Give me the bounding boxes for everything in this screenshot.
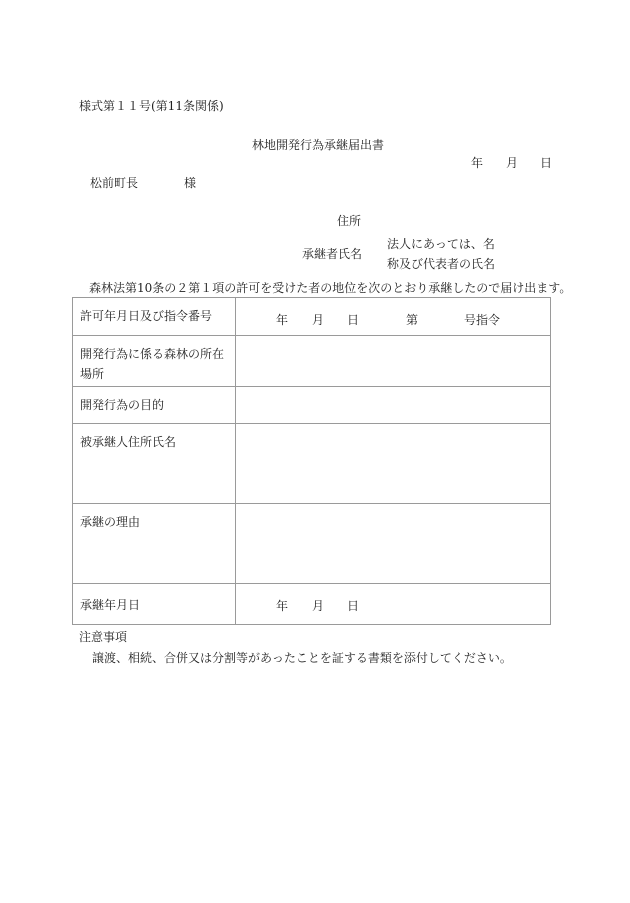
succession-year: 年 — [276, 599, 289, 613]
table-row — [73, 336, 551, 387]
form-number: 様式第１１号(第11条関係) — [79, 99, 224, 113]
succession-date-label: 承継年月日 — [73, 584, 236, 625]
date-day: 日 — [540, 156, 553, 170]
permit-date-value[interactable] — [236, 298, 551, 336]
succession-reason-value[interactable] — [236, 504, 551, 584]
date-month: 月 — [506, 156, 519, 170]
corporation-note-line1: 法人にあっては、名 — [387, 237, 495, 251]
forest-location-label — [73, 336, 236, 387]
permit-day: 日 — [347, 313, 360, 327]
permit-date-label: 許可年月日及び指令番号 — [73, 298, 236, 336]
date-year: 年 — [471, 156, 484, 170]
notes-heading: 注意事項 — [79, 630, 128, 644]
permit-no-prefix: 第 — [406, 313, 419, 327]
successor-name-label: 承継者氏名 — [302, 247, 363, 261]
forest-location-value[interactable] — [236, 336, 551, 387]
table-row — [73, 584, 551, 625]
predecessor-address-name-value[interactable] — [236, 424, 551, 504]
permit-month: 月 — [312, 313, 325, 327]
succession-date-value[interactable] — [236, 584, 551, 625]
forest-location-label-line1: 開発行為に係る森林の所在 — [80, 347, 225, 361]
table-row — [73, 387, 551, 424]
table-row — [73, 424, 551, 504]
table-row — [73, 298, 551, 336]
document-title: 林地開発行為承継届出書 — [252, 138, 385, 152]
permit-year: 年 — [276, 313, 289, 327]
development-purpose-value[interactable] — [236, 387, 551, 424]
addressee-honorific: 様 — [184, 176, 197, 190]
development-purpose-label: 開発行為の目的 — [73, 387, 236, 424]
predecessor-address-name-label: 被承継人住所氏名 — [73, 424, 236, 504]
succession-day: 日 — [347, 599, 360, 613]
succession-month: 月 — [312, 599, 325, 613]
statement: 森林法第10条の２第１項の許可を受けた者の地位を次のとおり承継したので届け出ます。 — [89, 281, 572, 295]
permit-no-suffix: 号指令 — [464, 313, 501, 327]
address-label: 住所 — [337, 214, 362, 228]
addressee-name: 松前町長 — [90, 176, 139, 190]
notes-body: 譲渡、相続、合併又は分割等があったことを証する書類を添付してください。 — [92, 651, 512, 665]
corporation-note-line2: 称及び代表者の氏名 — [387, 257, 496, 271]
forest-location-label-line2: 場所 — [80, 367, 105, 381]
table-row — [73, 504, 551, 584]
form-table — [72, 297, 551, 625]
succession-reason-label: 承継の理由 — [73, 504, 236, 584]
